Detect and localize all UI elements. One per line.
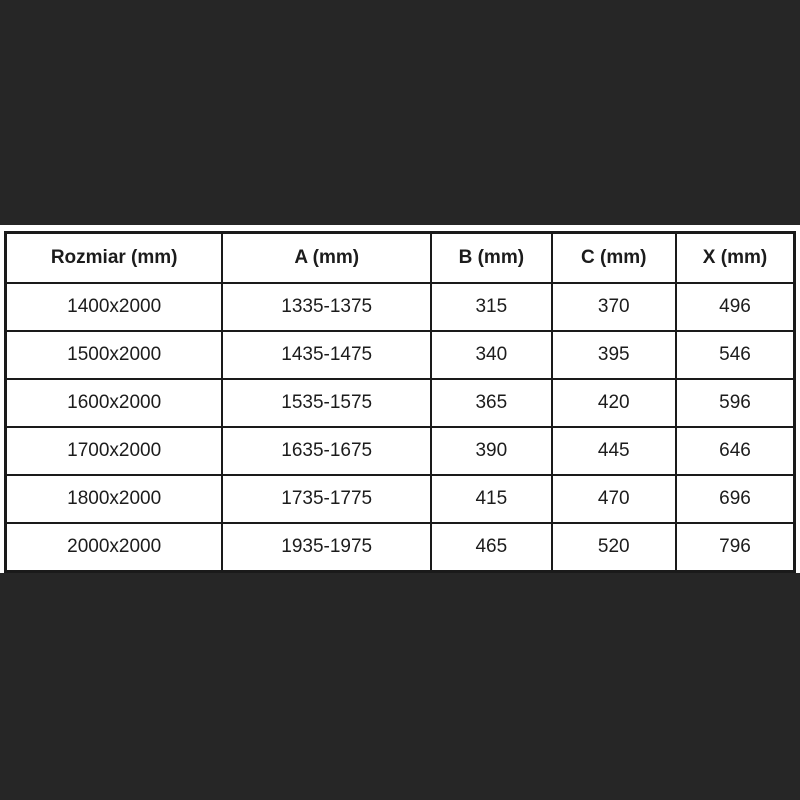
table-row: [6, 523, 795, 572]
table-header-row: [6, 233, 795, 284]
table-cell: 340: [431, 331, 551, 379]
table-cell: 546: [676, 331, 794, 379]
table-cell: 1700x2000: [6, 427, 223, 475]
table-row: [6, 283, 795, 331]
table-cell: 465: [431, 523, 551, 572]
table-row: [6, 331, 795, 379]
table-row: [6, 475, 795, 523]
table-cell: 445: [552, 427, 676, 475]
table-cell: 370: [552, 283, 676, 331]
table-header: [6, 233, 795, 284]
table-cell: 2000x2000: [6, 523, 223, 572]
table-cell: 1935-1975: [222, 523, 431, 572]
table-row: [6, 427, 795, 475]
table-cell: 596: [676, 379, 794, 427]
table-cell: 796: [676, 523, 794, 572]
table-cell: 1635-1675: [222, 427, 431, 475]
table-cell: 1735-1775: [222, 475, 431, 523]
table-cell: 1400x2000: [6, 283, 223, 331]
column-header: Rozmiar (mm): [6, 233, 223, 284]
size-dimensions-table: [4, 231, 796, 573]
column-header: A (mm): [222, 233, 431, 284]
table-cell: 315: [431, 283, 551, 331]
table-cell: 420: [552, 379, 676, 427]
column-header: B (mm): [431, 233, 551, 284]
table-cell: 390: [431, 427, 551, 475]
table-cell: 646: [676, 427, 794, 475]
table-cell: 1335-1375: [222, 283, 431, 331]
table-cell: 1600x2000: [6, 379, 223, 427]
table-cell: 415: [431, 475, 551, 523]
table-cell: 470: [552, 475, 676, 523]
table-cell: 696: [676, 475, 794, 523]
table-cell: 520: [552, 523, 676, 572]
table-row: [6, 379, 795, 427]
table-cell: 395: [552, 331, 676, 379]
column-header: C (mm): [552, 233, 676, 284]
table-cell: 1800x2000: [6, 475, 223, 523]
table-cell: 1500x2000: [6, 331, 223, 379]
table-cell: 365: [431, 379, 551, 427]
column-header: X (mm): [676, 233, 794, 284]
table-panel: [0, 225, 800, 573]
table-body: [6, 283, 795, 572]
table-cell: 496: [676, 283, 794, 331]
table-cell: 1535-1575: [222, 379, 431, 427]
table-cell: 1435-1475: [222, 331, 431, 379]
